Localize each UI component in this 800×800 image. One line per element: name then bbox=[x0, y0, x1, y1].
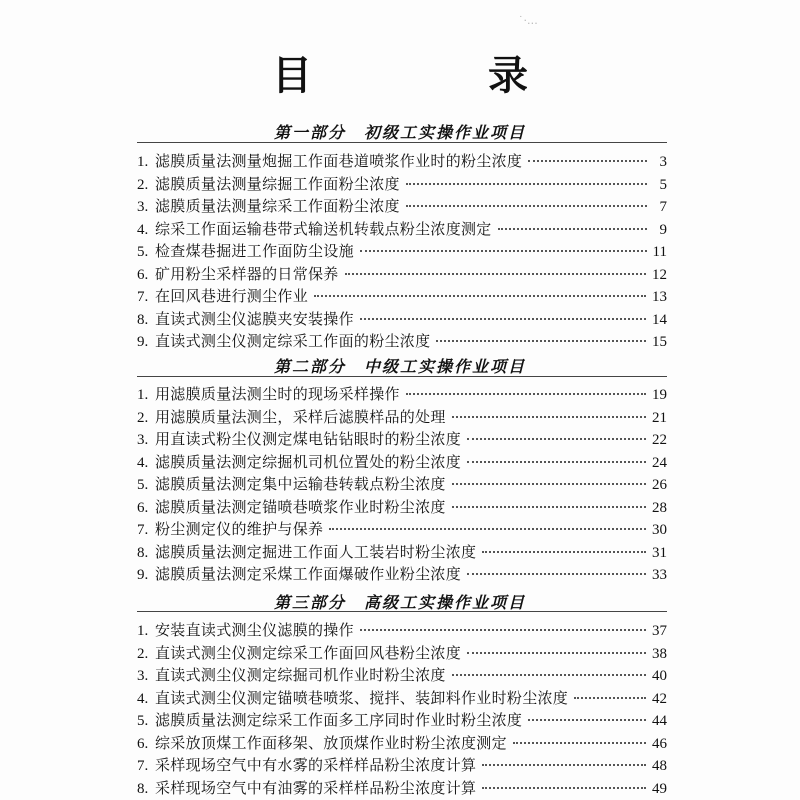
dot-leader bbox=[314, 295, 646, 297]
entry-title: 综采放顶煤工作面移架、放顶煤作业时粉尘浓度测定 bbox=[155, 733, 507, 752]
section-part-label: 第一部分 bbox=[273, 123, 346, 142]
entry-title: 直读式测尘仪测定综掘司机作业时粉尘浓度 bbox=[155, 666, 446, 684]
entry-title: 滤膜质量法测定掘进工作面人工装岩时粉尘浓度 bbox=[155, 542, 477, 561]
toc-list-part-2 bbox=[137, 383, 667, 586]
entry-title: 检查煤巷掘进工作面防尘设施 bbox=[155, 242, 354, 260]
toc-entry bbox=[137, 687, 667, 710]
dot-leader bbox=[406, 183, 647, 185]
toc-entry bbox=[137, 563, 667, 586]
entry-title: 直读式测尘仪滤膜夹安装操作 bbox=[155, 309, 354, 328]
entry-number: 3. bbox=[137, 199, 149, 215]
toc-entry bbox=[137, 709, 667, 732]
entry-title: 滤膜质量法测定锚喷巷喷浆作业时粉尘浓度 bbox=[155, 497, 446, 516]
entry-number: 5. bbox=[137, 244, 149, 260]
entry-number: 7. bbox=[137, 522, 149, 538]
entry-title: 滤膜质量法测定综掘机司机位置处的粉尘浓度 bbox=[155, 452, 462, 471]
dot-leader bbox=[329, 528, 646, 530]
dot-leader bbox=[436, 340, 646, 342]
dot-leader bbox=[406, 393, 646, 395]
toc-entry bbox=[137, 732, 667, 755]
toc-entry bbox=[137, 263, 667, 286]
entry-page-number: 44 bbox=[652, 713, 667, 729]
section-part-label: 第二部分 bbox=[273, 357, 346, 376]
entry-page-number: 11 bbox=[652, 244, 667, 260]
entry-page-number: 49 bbox=[652, 780, 667, 797]
entry-page-number: 12 bbox=[652, 266, 667, 283]
toc-entry bbox=[137, 150, 667, 173]
entry-title: 用滤膜质量法测尘，采样后滤膜样品的处理 bbox=[155, 407, 446, 426]
entry-title: 滤膜质量法测量炮掘工作面巷道喷浆作业时的粉尘浓度 bbox=[155, 152, 523, 170]
entry-title: 滤膜质量法测量综掘工作面粉尘浓度 bbox=[155, 174, 400, 193]
entry-page-number: 24 bbox=[652, 454, 667, 471]
entry-page-number: 28 bbox=[652, 499, 667, 516]
entry-page-number: 31 bbox=[652, 544, 667, 561]
dot-leader bbox=[452, 506, 646, 508]
toc-entry bbox=[137, 664, 667, 687]
toc-entry bbox=[137, 496, 667, 519]
toc-entry bbox=[137, 195, 667, 218]
toc-entry bbox=[137, 473, 667, 496]
entry-page-number: 46 bbox=[652, 735, 667, 752]
entry-number: 2. bbox=[137, 409, 149, 426]
entry-page-number: 22 bbox=[652, 432, 667, 448]
section-heading-2 bbox=[0, 354, 800, 377]
entry-number: 9. bbox=[137, 334, 149, 350]
entry-title: 在回风巷进行测尘作业 bbox=[155, 287, 309, 305]
entry-number: 8. bbox=[137, 780, 149, 797]
entry-title: 直读式测尘仪测定综采工作面回风巷粉尘浓度 bbox=[155, 643, 462, 662]
toc-entry bbox=[137, 428, 667, 451]
dot-leader bbox=[482, 764, 646, 766]
dot-leader bbox=[452, 674, 646, 676]
dot-leader bbox=[513, 742, 646, 744]
entry-page-number: 33 bbox=[652, 567, 667, 583]
toc-entry bbox=[137, 754, 667, 777]
section-name: 中级工实操作业项目 bbox=[364, 357, 527, 376]
entry-page-number: 26 bbox=[652, 477, 667, 493]
entry-title: 滤膜质量法测定集中运输巷转载点粉尘浓度 bbox=[155, 475, 446, 493]
entry-number: 6. bbox=[137, 735, 149, 752]
page-title: 目 录 bbox=[272, 52, 596, 99]
dot-leader bbox=[528, 160, 647, 162]
entry-number: 9. bbox=[137, 567, 149, 583]
section-divider bbox=[137, 376, 667, 377]
entry-number: 6. bbox=[137, 499, 149, 516]
entry-page-number: 14 bbox=[652, 311, 667, 328]
entry-page-number: 13 bbox=[652, 289, 667, 305]
entry-title: 直读式测尘仪测定综采工作面的粉尘浓度 bbox=[155, 332, 431, 350]
toc-entry bbox=[137, 173, 667, 196]
entry-page-number: 7 bbox=[659, 199, 667, 215]
entry-number: 7. bbox=[137, 289, 149, 305]
toc-entry bbox=[137, 406, 667, 429]
toc-entry bbox=[137, 518, 667, 541]
toc-list-part-3 bbox=[137, 619, 667, 799]
dot-leader bbox=[528, 719, 646, 721]
dot-leader bbox=[452, 416, 646, 418]
dot-leader bbox=[467, 652, 646, 654]
entry-number: 4. bbox=[137, 690, 149, 707]
entry-number: 3. bbox=[137, 432, 149, 448]
dot-leader bbox=[406, 205, 647, 207]
entry-number: 1. bbox=[137, 154, 149, 170]
entry-title: 综采工作面运输巷带式输送机转载点粉尘浓度测定 bbox=[155, 219, 492, 238]
section-name: 高级工实操作业项目 bbox=[364, 593, 527, 612]
entry-number: 8. bbox=[137, 544, 149, 561]
dot-leader bbox=[360, 250, 647, 252]
dot-leader bbox=[467, 438, 646, 440]
entry-page-number: 5 bbox=[659, 176, 667, 193]
entry-page-number: 38 bbox=[652, 645, 667, 662]
entry-number: 4. bbox=[137, 221, 149, 238]
dot-leader bbox=[467, 461, 646, 463]
entry-page-number: 9 bbox=[659, 221, 667, 238]
entry-title: 采样现场空气中有油雾的采样样品粉尘浓度计算 bbox=[155, 778, 477, 797]
entry-number: 2. bbox=[137, 176, 149, 193]
toc-entry bbox=[137, 240, 667, 263]
entry-page-number: 19 bbox=[652, 387, 667, 403]
entry-number: 2. bbox=[137, 645, 149, 662]
toc-entry bbox=[137, 285, 667, 308]
dot-leader bbox=[360, 629, 646, 631]
section-heading-3 bbox=[0, 590, 800, 613]
entry-title: 直读式测尘仪测定锚喷巷喷浆、搅拌、装卸料作业时粉尘浓度 bbox=[155, 688, 569, 707]
entry-number: 1. bbox=[137, 623, 149, 639]
dot-leader bbox=[574, 697, 646, 699]
section-name: 初级工实操作业项目 bbox=[364, 123, 527, 142]
entry-title: 滤膜质量法测定采煤工作面爆破作业粉尘浓度 bbox=[155, 565, 462, 583]
entry-page-number: 40 bbox=[652, 668, 667, 684]
dot-leader bbox=[482, 787, 646, 789]
section-heading-1 bbox=[0, 120, 800, 143]
toc-entry bbox=[137, 330, 667, 353]
toc-entry bbox=[137, 218, 667, 241]
entry-title: 采样现场空气中有水雾的采样样品粉尘浓度计算 bbox=[155, 756, 477, 774]
entry-title: 矿用粉尘采样器的日常保养 bbox=[155, 264, 339, 283]
entry-title: 粉尘测定仪的维护与保养 bbox=[155, 520, 324, 538]
toc-entry bbox=[137, 642, 667, 665]
dot-leader bbox=[498, 228, 647, 230]
toc-entry bbox=[137, 541, 667, 564]
dot-leader bbox=[360, 318, 646, 320]
entry-page-number: 21 bbox=[652, 409, 667, 426]
entry-number: 5. bbox=[137, 713, 149, 729]
toc-entry bbox=[137, 451, 667, 474]
dot-leader bbox=[482, 551, 646, 553]
entry-number: 4. bbox=[137, 454, 149, 471]
entry-title: 安装直读式测尘仪滤膜的操作 bbox=[155, 621, 354, 639]
dot-leader bbox=[452, 483, 646, 485]
entry-page-number: 3 bbox=[659, 154, 667, 170]
toc-entry bbox=[137, 777, 667, 800]
entry-number: 1. bbox=[137, 387, 149, 403]
section-divider bbox=[137, 142, 667, 143]
scan-mark: ˙·.‥ bbox=[518, 14, 538, 27]
entry-number: 3. bbox=[137, 668, 149, 684]
entry-title: 用滤膜质量法测尘时的现场采样操作 bbox=[155, 385, 400, 403]
dot-leader bbox=[467, 573, 646, 575]
entry-page-number: 42 bbox=[652, 690, 667, 707]
entry-title: 用直读式粉尘仪测定煤电钻钻眼时的粉尘浓度 bbox=[155, 430, 462, 448]
section-divider bbox=[137, 611, 667, 612]
toc-entry bbox=[137, 383, 667, 406]
toc-list-part-1 bbox=[137, 150, 667, 353]
section-part-label: 第三部分 bbox=[273, 593, 346, 612]
entry-number: 8. bbox=[137, 311, 149, 328]
entry-number: 6. bbox=[137, 266, 149, 283]
entry-page-number: 15 bbox=[652, 334, 667, 350]
toc-entry bbox=[137, 619, 667, 642]
entry-page-number: 30 bbox=[652, 522, 667, 538]
entry-page-number: 48 bbox=[652, 758, 667, 774]
toc-entry bbox=[137, 308, 667, 331]
dot-leader bbox=[345, 273, 646, 275]
entry-number: 5. bbox=[137, 477, 149, 493]
entry-number: 7. bbox=[137, 758, 149, 774]
entry-title: 滤膜质量法测定综采工作面多工序同时作业时粉尘浓度 bbox=[155, 711, 523, 729]
entry-page-number: 37 bbox=[652, 623, 667, 639]
entry-title: 滤膜质量法测量综采工作面粉尘浓度 bbox=[155, 197, 400, 215]
